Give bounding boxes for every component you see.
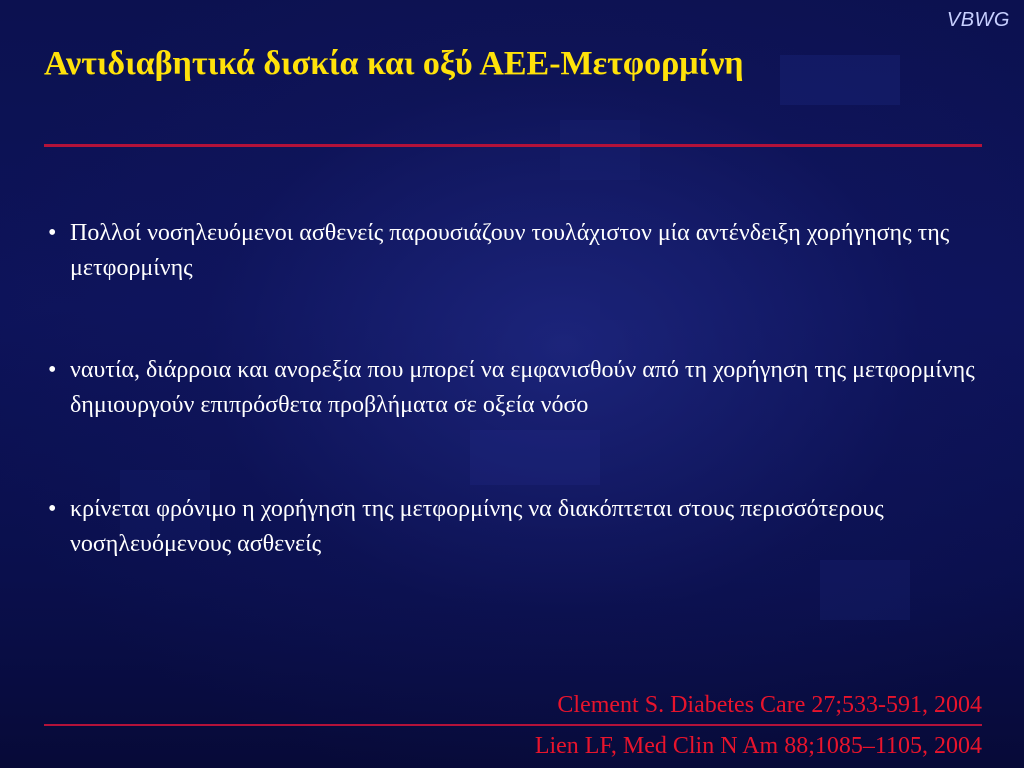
bullet-text: κρίνεται φρόνιμο η χορήγηση της μετφορμίνης να διακόπτεται στους περισσότερους νοσηλευόμενους ασθενείς	[70, 496, 884, 557]
bullet-item	[44, 353, 994, 423]
reference-citation: Clement S. Diabetes Care 27;533-591, 2004	[557, 692, 982, 718]
reference-citation: Lien LF, Med Clin N Am 88;1085–1105, 2004	[534, 733, 982, 759]
bullet-list	[44, 216, 994, 562]
slide-title: Αντιδιαβητικά δισκία και οξύ ΑΕΕ-Μετφορμίνη	[44, 45, 744, 82]
background-decoration	[560, 120, 640, 180]
bullet-text: ναυτία, διάρροια και ανορεξία που μπορεί να εμφανισθούν από τη χορήγηση της μετφορμίνης δημιουργούν επιπρόσθετα προβλήματα σε οξεία νόσο	[70, 357, 975, 418]
vbwg-logo: VBWG	[946, 9, 1010, 31]
bullet-text: Πολλοί νοσηλευόμενοι ασθενείς παρουσιάζουν τουλάχιστον μία αντένδειξη χορήγησης της μετφορμίνης	[70, 220, 950, 281]
reference-divider	[44, 724, 982, 726]
bullet-icon: •	[48, 357, 57, 383]
background-decoration	[820, 560, 910, 620]
bullet-icon: •	[48, 496, 57, 522]
bullet-item	[44, 216, 994, 286]
title-divider	[44, 144, 982, 147]
bullet-item	[44, 492, 994, 562]
bullet-icon: •	[48, 220, 57, 246]
